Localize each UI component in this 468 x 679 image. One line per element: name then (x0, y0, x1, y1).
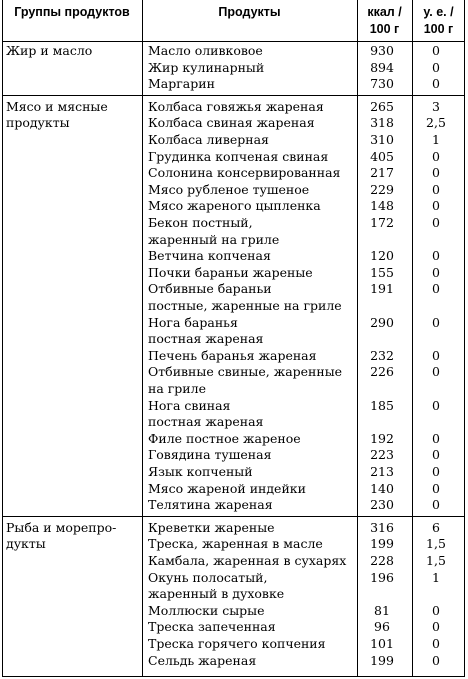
ue-value: 0 (432, 248, 440, 264)
table-row (2, 115, 465, 132)
kcal-value: 265 (370, 98, 394, 114)
kcal-value: 894 (370, 59, 394, 75)
kcal-value: 148 (370, 198, 394, 214)
kcal-value: 192 (370, 430, 394, 446)
kcal-value: 140 (370, 480, 394, 496)
product-name: Солонина консервированная (148, 165, 341, 181)
ue-value: 0 (432, 264, 440, 280)
table-row (2, 536, 465, 553)
product-name: Масло оливковое (148, 43, 263, 58)
kcal-value: 228 (370, 553, 394, 568)
ue-value: 1 (432, 132, 440, 147)
kcal-value: 196 (370, 569, 394, 585)
product-name: Жир кулинарный (148, 59, 265, 75)
header-group-label: Группы продуктов (14, 5, 130, 19)
ue-value: 1 (432, 569, 440, 585)
product-name: Окунь полосатый, жаренный в духовке (148, 569, 285, 602)
product-name: Отбивные бараньи постные, жаренные на гриле (148, 281, 342, 313)
kcal-value: 81 (374, 602, 390, 618)
kcal-value: 232 (370, 347, 394, 363)
table-row (2, 398, 465, 431)
ue-value: 0 (432, 215, 440, 230)
ue-value: 0 (432, 619, 440, 635)
product-name: Маргарин (148, 76, 215, 92)
ue-value: 0 (432, 397, 440, 413)
table-row (2, 265, 465, 282)
ue-value: 0 (432, 497, 440, 513)
header-group (2, 0, 142, 42)
ue-value: 0 (432, 347, 440, 363)
ue-value: 1,5 (426, 536, 446, 552)
table-row (2, 464, 465, 481)
product-name: Камбала, жаренная в сухарях (148, 553, 347, 568)
product-name: Бекон постный, жаренный на гриле (148, 215, 280, 247)
header-kcal-line2: 100 г (369, 22, 400, 36)
kcal-value: 191 (370, 281, 394, 297)
kcal-value: 172 (370, 215, 394, 230)
product-name: Отбивные свиные, жаренные на гриле (148, 364, 343, 396)
ue-value: 0 (432, 636, 440, 651)
ue-value: 0 (432, 59, 440, 75)
ue-value: 0 (432, 76, 440, 92)
ue-value: 2,5 (426, 115, 446, 131)
table-row (2, 520, 465, 537)
kcal-value: 199 (370, 536, 394, 552)
kcal-value: 223 (370, 447, 394, 463)
ue-value: 0 (432, 430, 440, 446)
table-row (2, 431, 465, 448)
kcal-value: 217 (370, 165, 394, 181)
kcal-value: 730 (370, 76, 394, 92)
table-row (2, 76, 465, 93)
ue-value: 0 (432, 602, 440, 618)
nutrition-table (2, 0, 465, 677)
ue-value: 0 (432, 198, 440, 214)
product-name: Нога свиная постная жареная (148, 397, 264, 430)
kcal-value: 199 (370, 652, 394, 668)
product-name: Колбаса говяжья жареная (148, 98, 324, 114)
product-name: Филе постное жареное (148, 430, 301, 446)
kcal-value: 318 (370, 115, 394, 131)
header-kcal-line1: ккал / (367, 5, 402, 19)
product-name: Колбаса ливерная (148, 132, 269, 147)
product-name: Сельдь жареная (148, 652, 257, 668)
ue-value: 0 (432, 464, 440, 479)
table-row (2, 165, 465, 182)
product-name: Мясо жареного цыпленка (148, 198, 321, 214)
table-row (2, 132, 465, 149)
kcal-value: 155 (370, 264, 394, 280)
product-name: Треска запеченная (148, 619, 276, 635)
table-row (2, 570, 465, 603)
table-row (2, 315, 465, 348)
table-row (2, 364, 465, 397)
header-ue-line2: 100 г (423, 22, 454, 36)
header-kcal (357, 0, 412, 42)
kcal-value: 101 (370, 636, 394, 651)
table-row (2, 281, 465, 314)
table-row (2, 248, 465, 265)
ue-value: 0 (432, 165, 440, 181)
group-separator (2, 516, 465, 517)
kcal-value: 213 (370, 464, 394, 479)
group-label: Жир и масло (6, 43, 93, 58)
product-name: Ветчина копченая (148, 248, 271, 264)
table-row (2, 99, 465, 116)
kcal-value: 930 (370, 43, 394, 58)
kcal-value: 185 (370, 397, 394, 413)
product-name: Моллюски сырые (148, 602, 265, 618)
product-name: Телятина жареная (148, 497, 273, 513)
header-product-label: Продукты (218, 5, 281, 19)
product-name: Почки бараньи жареные (148, 264, 313, 280)
group-label: Рыба и морепро- дукты (6, 519, 117, 552)
table-row (2, 636, 465, 653)
table-row (2, 481, 465, 498)
table-row (2, 198, 465, 215)
table-row (2, 149, 465, 166)
ue-value: 6 (432, 519, 440, 535)
kcal-value: 405 (370, 148, 394, 164)
kcal-value: 96 (374, 619, 390, 635)
header-ue (412, 0, 465, 42)
group-separator (2, 95, 465, 96)
ue-value: 1,5 (426, 553, 446, 568)
group-label: Мясо и мясные продукты (6, 98, 108, 131)
product-name: Печень баранья жареная (148, 347, 317, 363)
table-row (2, 497, 465, 514)
ue-value: 0 (432, 447, 440, 463)
ue-value: 0 (432, 480, 440, 496)
product-name: Говядина тушеная (148, 447, 272, 463)
table-row (2, 553, 465, 570)
product-name: Язык копченый (148, 464, 253, 479)
table-row (2, 60, 465, 77)
kcal-value: 290 (370, 314, 394, 330)
ue-value: 0 (432, 181, 440, 197)
kcal-value: 120 (370, 248, 394, 264)
kcal-value: 229 (370, 181, 394, 197)
table-row (2, 619, 465, 636)
kcal-value: 226 (370, 364, 394, 380)
ue-value: 0 (432, 281, 440, 297)
ue-value: 0 (432, 43, 440, 58)
ue-value: 0 (432, 148, 440, 164)
product-name: Треска горячего копчения (148, 636, 326, 651)
table-row (2, 348, 465, 365)
table-row (2, 182, 465, 199)
table-row (2, 603, 465, 620)
kcal-value: 316 (370, 519, 394, 535)
ue-value: 0 (432, 364, 440, 380)
product-name: Колбаса свиная жареная (148, 115, 315, 131)
header-ue-line1: у. е. / (423, 5, 454, 19)
product-name: Мясо жареной индейки (148, 480, 306, 496)
header-product (142, 0, 357, 42)
ue-value: 3 (432, 98, 440, 114)
kcal-value: 230 (370, 497, 394, 513)
ue-value: 0 (432, 314, 440, 330)
product-name: Мясо рубленое тушеное (148, 181, 310, 197)
product-name: Грудинка копченая свиная (148, 148, 329, 164)
ue-value: 0 (432, 652, 440, 668)
product-name: Треска, жаренная в масле (148, 536, 323, 552)
table-row (2, 653, 465, 670)
product-name: Креветки жареные (148, 519, 275, 535)
kcal-value: 310 (370, 132, 394, 147)
table-row (2, 447, 465, 464)
table-row (2, 43, 465, 60)
table-row (2, 215, 465, 248)
product-name: Нога баранья постная жареная (148, 314, 264, 347)
